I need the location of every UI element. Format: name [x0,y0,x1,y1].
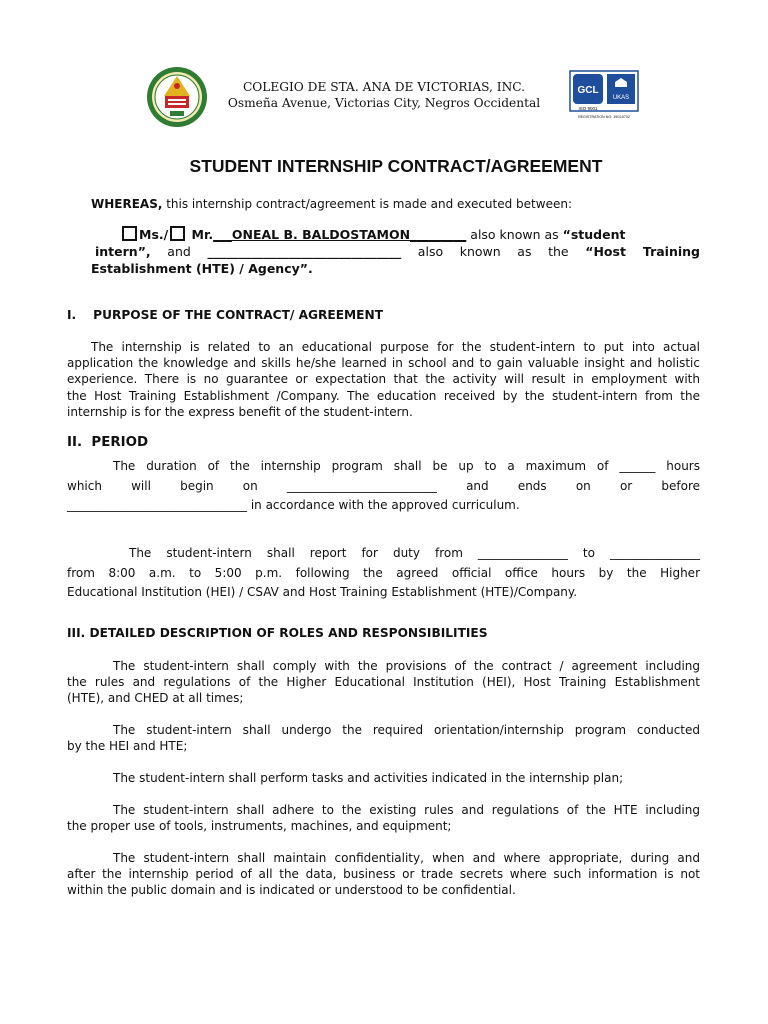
student-name: ___ONEAL B. BALDOSTAMON_________ [213,227,467,242]
hte-blank: _______________________________ [207,244,402,259]
ms-checkbox[interactable] [122,226,137,241]
responsibility-line: the rules and regulations of the Higher Educational Institution (HEI), Host Training Establishment [67,675,700,690]
mr-checkbox[interactable] [170,226,185,241]
section-3-heading: III. DETAILED DESCRIPTION OF ROLES AND RESPONSIBILITIES [67,626,488,640]
whereas-text: this internship contract/agreement is made and executed between: [162,197,572,211]
responsibility-item-5 [67,850,700,899]
iso-certification-logo [569,70,639,120]
whereas-lead: WHEREAS, [91,197,163,211]
responsibility-item-2 [67,722,700,754]
student-intern-term-b: intern”, [95,244,151,259]
responsibility-item-4 [67,802,700,834]
iso-text: ISO 9001 [578,106,598,111]
section-1-line: application the knowledge and skills he/she learned in school and to gain valuable insight and holistic [67,356,700,371]
gcl-logo-text: GCL [577,85,599,96]
duty-line: The student-intern shall report for duty from _______________ to _______________ [129,546,700,560]
document-title: STUDENT INTERNSHIP CONTRACT/AGREEMENT [189,156,603,176]
school-name: COLEGIO DE STA. ANA DE VICTORIAS, INC. [242,80,526,94]
duty-line: from 8:00 a.m. to 5:00 p.m. following the agreed official office hours by the Higher [67,565,700,580]
school-header [205,79,563,111]
ms-label: Ms./ [139,227,169,242]
parties-line-2 [91,244,700,260]
section-1-line: internship is for the express benefit of the student-intern. [67,404,413,419]
responsibility-line: after the internship period of all the data, business or trade secrets where such information is not [67,867,700,882]
parties-line-3 [91,261,313,277]
responsibility-line: The student-intern shall undergo the required orientation/internship program conducted [113,723,700,737]
school-address: Osmeña Avenue, Victorias City, Negros Occidental [227,96,541,110]
student-intern-term-a: “student [562,227,626,242]
school-seal-logo [146,66,208,128]
parties-line-1 [122,226,625,243]
section-2-period-paragraph [67,457,700,516]
section-1-line: the Host Training Establishment /Company. The education received by the student-intern from the [67,388,700,403]
section-1-heading: I. PURPOSE OF THE CONTRACT/ AGREEMENT [67,308,384,322]
and-text: and [150,244,208,259]
responsibility-line: by the HEI and HTE; [67,739,188,754]
ukas-logo-text: UKAS [612,95,630,101]
responsibility-line: The student-intern shall maintain confidentiality, when and where appropriate, during and [113,851,700,865]
duty-line: Educational Institution (HEI) / CSAV and Host Training Establishment (HTE)/Company. [67,585,578,599]
section-1-line: The internship is related to an educational purpose for the student-intern to put into actual [91,340,700,354]
section-2-heading: II. PERIOD [67,435,149,450]
registration-number: REGISTRATION NO: 19G10702 [578,115,630,119]
responsibility-item-3 [67,770,700,786]
hte-term-b: Establishment (HTE) / Agency”. [91,261,313,276]
period-line: The duration of the internship program shall be up to a maximum of ______ hours [113,459,700,473]
responsibility-line: The student-intern shall comply with the provisions of the contract / agreement including [113,659,700,673]
section-1-body [67,339,700,420]
section-2-duty-paragraph [67,544,700,603]
responsibility-line: The student-intern shall perform tasks and activities indicated in the internship plan; [113,771,624,785]
section-1-line: experience. There is no guarantee or expectation that the activity will result in employment with [67,372,700,387]
mr-label: Mr. [187,227,214,242]
responsibility-line: the proper use of tools, instruments, machines, and equipment; [67,819,452,834]
responsibility-line: (HTE), and CHED at all times; [67,691,244,706]
responsibility-line: The student-intern shall adhere to the existing rules and regulations of the HTE including [113,803,700,817]
period-line: ______________________________ in accordance with the approved curriculum. [67,498,520,512]
responsibility-item-1 [67,658,700,707]
also-known-as-1: also known as [466,227,563,242]
hte-term-a: “Host Training [585,244,700,259]
whereas-paragraph [91,196,572,212]
period-line: which will begin on _________________________ and ends on or before [67,478,700,493]
also-known-as-2: also known as the [401,244,586,259]
responsibility-line: within the public domain and is indicated or understood to be confidential. [67,883,516,898]
